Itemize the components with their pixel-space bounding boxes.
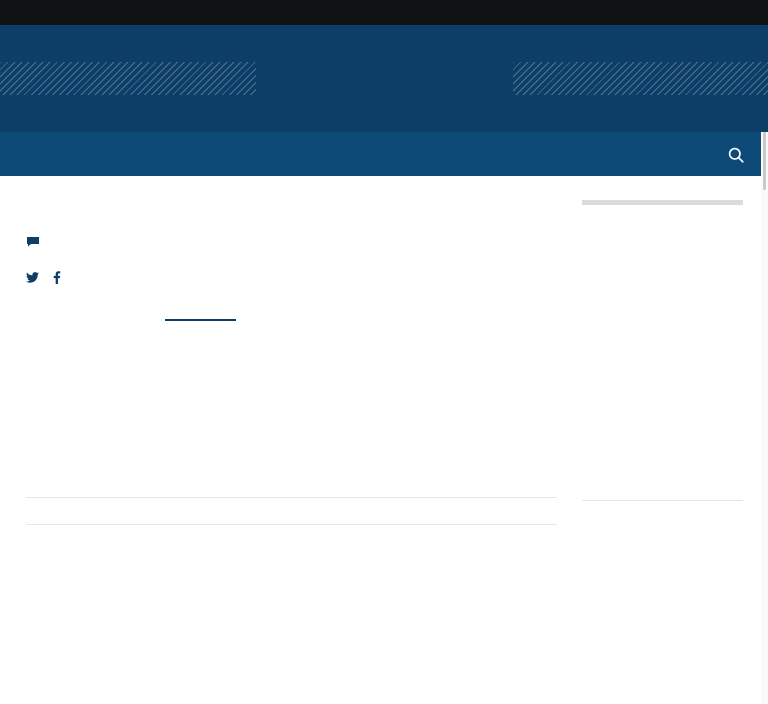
sidebar-divider xyxy=(582,500,743,501)
index-chart xyxy=(582,290,743,480)
section-divider xyxy=(26,524,557,525)
scrollbar-thumb[interactable] xyxy=(763,132,766,190)
currency-ticker xyxy=(0,0,768,25)
twitter-icon[interactable] xyxy=(26,272,39,283)
main-nav xyxy=(0,132,768,176)
header-pattern-right xyxy=(513,62,768,95)
comments-link[interactable] xyxy=(26,236,47,247)
search-icon[interactable] xyxy=(728,147,744,163)
category-underline xyxy=(165,319,236,321)
comment-icon xyxy=(26,236,40,247)
investor-index-widget xyxy=(582,200,743,500)
widget-title xyxy=(582,200,743,205)
facebook-icon[interactable] xyxy=(53,271,61,284)
section-divider xyxy=(26,497,557,498)
share-buttons xyxy=(26,271,61,284)
scrollbar[interactable] xyxy=(761,132,768,704)
header-pattern-left xyxy=(0,62,256,95)
site-header xyxy=(0,25,768,132)
source-info xyxy=(582,513,584,524)
